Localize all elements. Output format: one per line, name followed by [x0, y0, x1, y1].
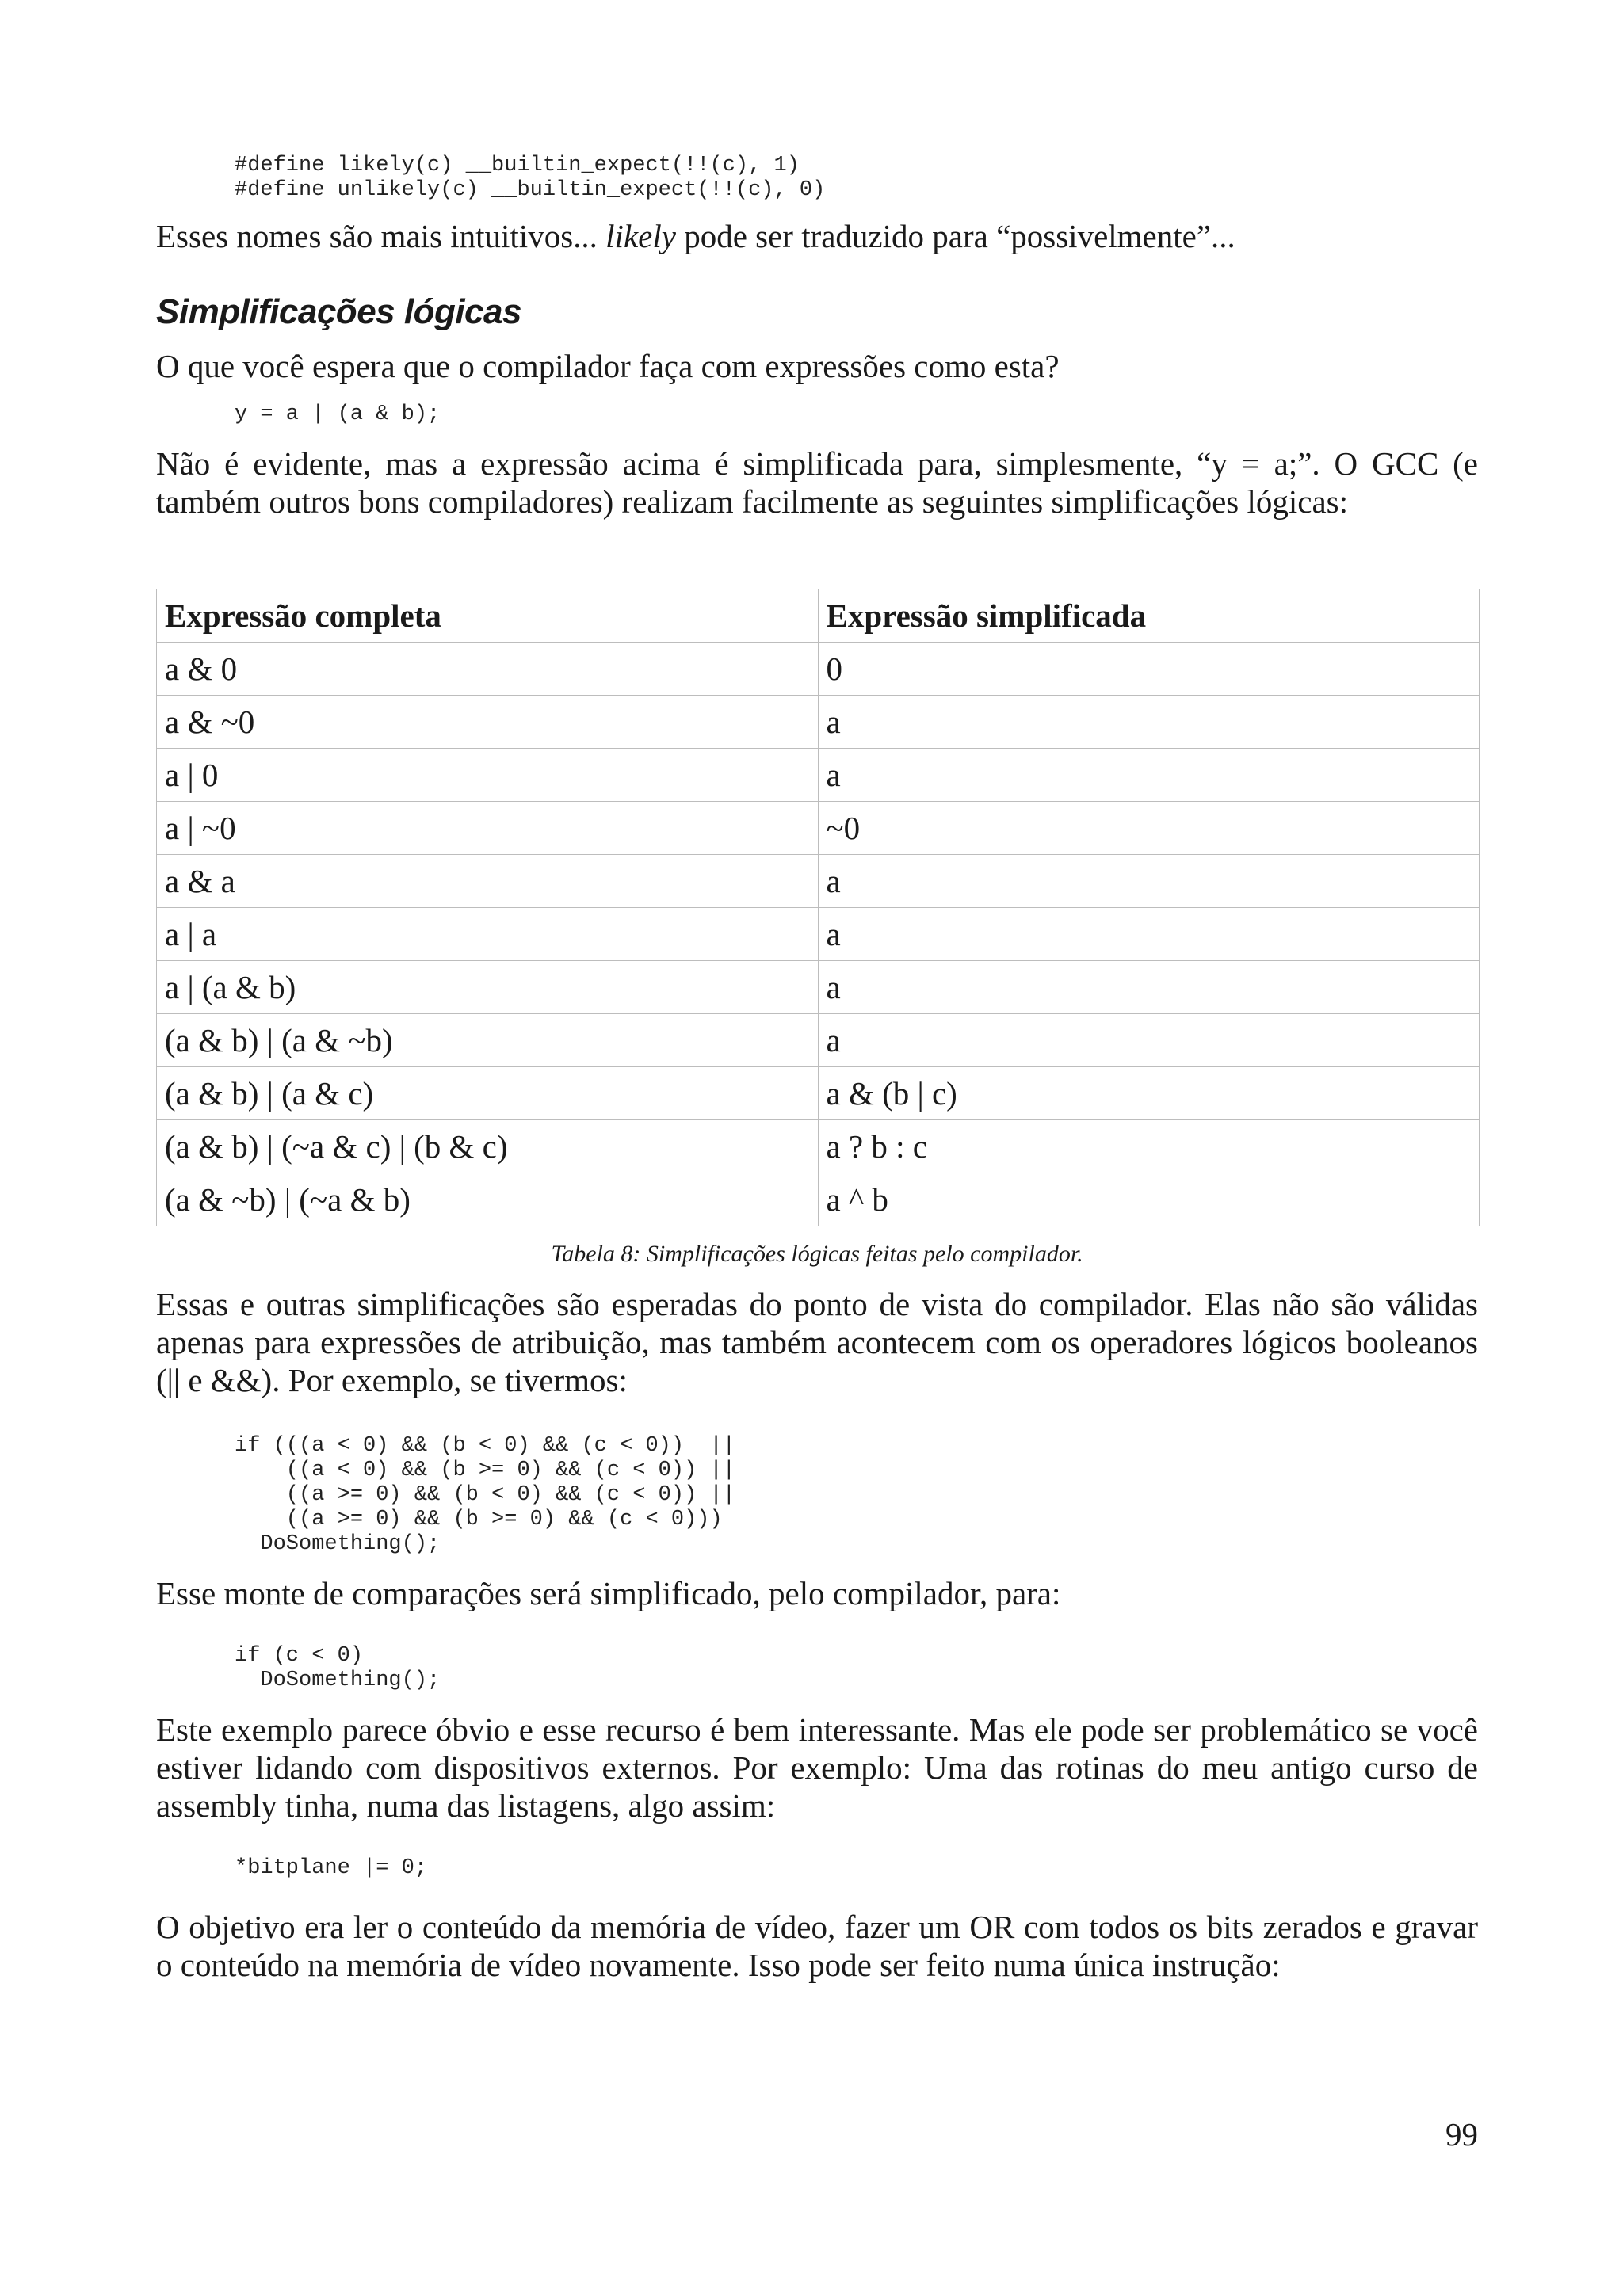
code-block-if-simple: if (c < 0) DoSomething();	[235, 1644, 441, 1692]
cell-simplified: a	[818, 1014, 1480, 1067]
cell-full: (a & b) | (a & ~b)	[157, 1014, 819, 1067]
page-number: 99	[1445, 2116, 1478, 2153]
cell-full: (a & ~b) | (~a & b)	[157, 1173, 819, 1226]
table-caption: Tabela 8: Simplificações lógicas feitas pelo compilador.	[551, 1241, 1083, 1267]
cell-simplified: a	[818, 855, 1480, 908]
header-full-expression: Expressão completa	[157, 589, 819, 643]
table-row	[157, 802, 1480, 855]
para1-after: pode ser traduzido para “possivelmente”...	[675, 218, 1235, 254]
cell-simplified: a	[818, 696, 1480, 749]
table-row	[157, 908, 1480, 961]
cell-simplified: a ^ b	[818, 1173, 1480, 1226]
cell-simplified: a	[818, 749, 1480, 802]
cell-simplified: ~0	[818, 802, 1480, 855]
paragraph-objective: O objetivo era ler o conteúdo da memória de vídeo, fazer um OR com todos os bits zerados e gravar o conteúdo na memória de vídeo novamente. Isso pode ser feito numa única instrução:	[156, 1909, 1478, 1983]
para1-before: Esses nomes são mais intuitivos...	[156, 218, 606, 254]
table-row	[157, 749, 1480, 802]
para1-italic: likely	[605, 218, 676, 254]
cell-full: a & ~0	[157, 696, 819, 749]
paragraph-other-simplifications: Essas e outras simplificações são esperadas do ponto de vista do compilador. Elas não são válidas apenas para expressões de atribuição, mas também acontecem com os operadores lógicos booleanos (|| e &&). Por exemplo, se tivermos:	[156, 1286, 1478, 1398]
code-block-if-comparisons: if (((a < 0) && (b < 0) && (c < 0)) || ((a < 0) && (b >= 0) && (c < 0)) || ((a >= 0) && (b < 0) && (c < 0)) || ((a >= 0) && (b >= 0) && (c < 0))) DoSomething();	[235, 1434, 735, 1556]
simplification-table	[156, 589, 1480, 1226]
section-heading: Simplificações lógicas	[156, 292, 521, 331]
paragraph-simplified-to: Esse monte de comparações será simplificado, pelo compilador, para:	[156, 1575, 1061, 1611]
cell-simplified: a & (b | c)	[818, 1067, 1480, 1120]
table-row	[157, 1173, 1480, 1226]
cell-full: a | ~0	[157, 802, 819, 855]
table-row	[157, 696, 1480, 749]
header-simplified-expression: Expressão simplificada	[818, 589, 1480, 643]
table-row	[157, 1120, 1480, 1173]
document-page	[156, 0, 1478, 1984]
cell-full: a & a	[157, 855, 819, 908]
cell-full: a | 0	[157, 749, 819, 802]
cell-simplified: 0	[818, 643, 1480, 696]
cell-simplified: a	[818, 908, 1480, 961]
table-row	[157, 1014, 1480, 1067]
code-block-expression: y = a | (a & b);	[235, 402, 441, 426]
cell-full: a | a	[157, 908, 819, 961]
code-block-bitplane: *bitplane |= 0;	[235, 1856, 428, 1880]
table-row	[157, 855, 1480, 908]
table-row	[157, 643, 1480, 696]
table-row	[157, 1067, 1480, 1120]
cell-full: a & 0	[157, 643, 819, 696]
paragraph-intuitive-names	[156, 217, 1478, 255]
paragraph-external-devices: Este exemplo parece óbvio e esse recurso é bem interessante. Mas ele pode ser problemático se você estiver lidando com dispositivos externos. Por exemplo: Uma das rotinas do meu antigo curso de assembly tinha, numa das listagens, algo assim:	[156, 1711, 1478, 1824]
code-block-defines: #define likely(c) __builtin_expect(!!(c), 1) #define unlikely(c) __builtin_expect(!!(c), 0)	[235, 154, 826, 202]
cell-full: a | (a & b)	[157, 961, 819, 1014]
paragraph-not-evident: Não é evidente, mas a expressão acima é simplificada para, simplesmente, “y = a;”. O GCC (e também outros bons compiladores) realizam facilmente as seguintes simplificações lógicas:	[156, 445, 1478, 520]
cell-full: (a & b) | (~a & c) | (b & c)	[157, 1120, 819, 1173]
cell-full: (a & b) | (a & c)	[157, 1067, 819, 1120]
table-row	[157, 961, 1480, 1014]
cell-simplified: a	[818, 961, 1480, 1014]
cell-simplified: a ? b : c	[818, 1120, 1480, 1173]
table-header-row	[157, 589, 1480, 643]
paragraph-question: O que você espera que o compilador faça com expressões como esta?	[156, 348, 1060, 384]
